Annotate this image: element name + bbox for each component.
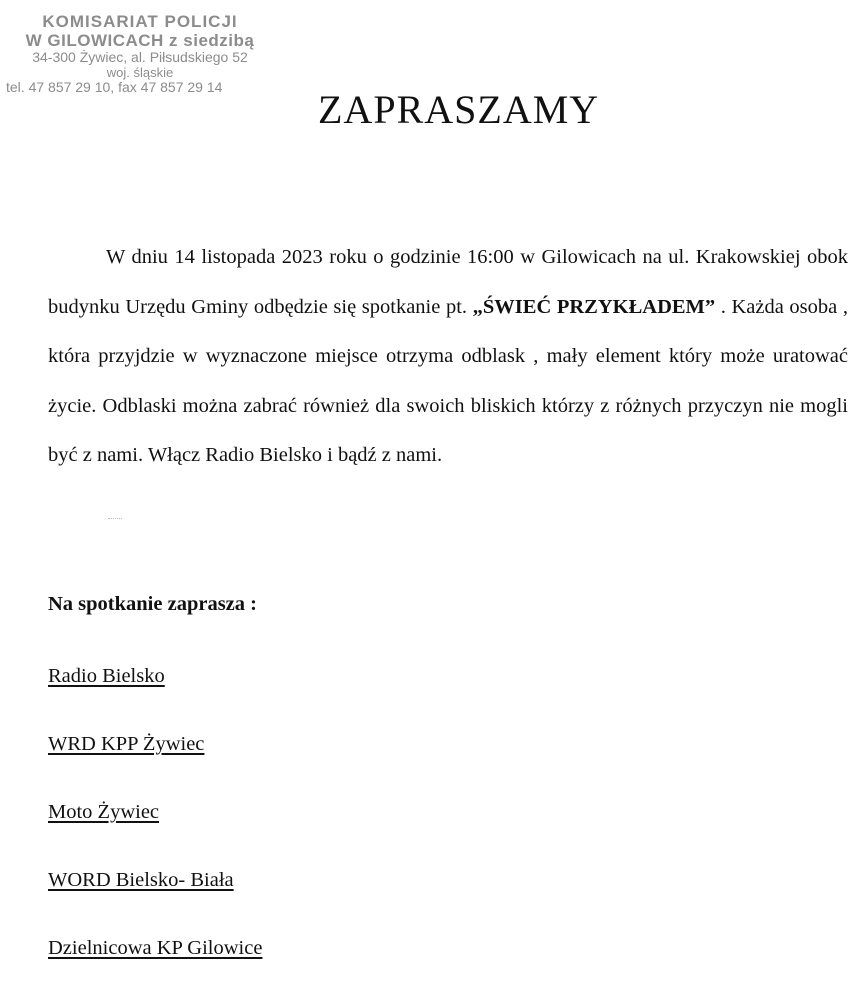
stamp-line-4: woj. śląskie (106, 64, 174, 80)
organizer-item: Radio Bielsko (48, 665, 165, 687)
organizer-item: Moto Żywiec (48, 801, 160, 823)
paragraph-part-2: . Każda osoba , która przyjdzie w wyznaczone miejsce otrzyma odblask , mały element który może uratować życie. Odblaski można zabrać również dla swoich bliskich którzy z różnych przyczyn nie mogli być z nami. Włącz Radio Bielsko i bądź z nami. (48, 295, 848, 466)
organizer-item: Dzielnicowa KP Gilowice (48, 937, 263, 959)
event-name: „ŚWIEĆ PRZYKŁADEM” (472, 295, 716, 318)
page-title: ZAPRASZAMY (318, 87, 600, 132)
organizer-item: WRD KPP Żywiec (48, 733, 205, 755)
invite-heading: Na spotkanie zaprasza : (48, 593, 257, 615)
organizer-list (48, 660, 262, 1000)
stamp-line-1: KOMISARIAT POLICJI (42, 12, 238, 31)
stamp-line-3: 34-300 Żywiec, al. Piłsudskiego 52 (32, 49, 248, 66)
scan-speck (108, 518, 122, 523)
invitation-paragraph (48, 233, 848, 481)
stamp-line-5: tel. 47 857 29 10, fax 47 857 29 14 (6, 79, 223, 96)
organizer-item: WORD Bielsko- Biała (48, 869, 234, 891)
stamp-line-2: W GILOWICACH z siedzibą (25, 31, 255, 51)
paragraph-part-1: W dniu 14 listopada 2023 roku o godzinie 16:00 w Gilowicach na ul. Krakowskiej obok budynku Urzędu Gminy odbędzie się spotkanie pt. (48, 246, 848, 318)
police-stamp (6, 12, 274, 96)
